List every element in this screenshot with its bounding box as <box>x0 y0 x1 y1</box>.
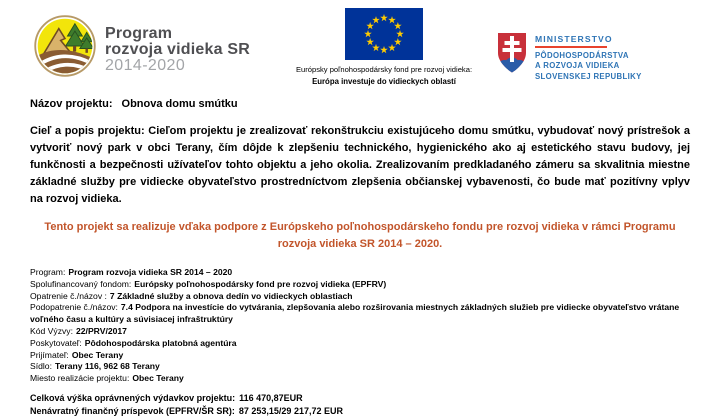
detail-label: Podopatrenie č./názov: <box>30 302 118 313</box>
eu-invest-caption: Európa investuje do vidieckych oblastí <box>312 77 456 86</box>
ministry-red-underline <box>535 46 607 48</box>
project-name-value: Obnova domu smútku <box>121 98 238 110</box>
prv-title-line1: Program <box>105 25 173 42</box>
ministry-name-line1: MINISTERSTVO <box>535 34 613 44</box>
ministry-logo <box>497 32 642 82</box>
detail-row-call-code <box>30 326 690 338</box>
ministry-name-line4: SLOVENSKEJ REPUBLIKY <box>535 71 642 81</box>
detail-row-provider <box>30 338 690 350</box>
project-details-list <box>30 267 690 385</box>
detail-value: 22/PRV/2017 <box>76 325 127 336</box>
detail-value: Obec Terany <box>71 349 124 360</box>
detail-value: Terany 116, 962 68 Terany <box>54 361 160 372</box>
detail-label: Kód Výzvy: <box>30 325 73 336</box>
eu-support-note: Tento projekt sa realizuje vďaka podpore z Európskeho poľnohospodárskeho fondu pre rozvoj vidieka v rámci Programu rozvoja vidieka SR 2014 – 2020. <box>44 221 676 250</box>
ministry-text <box>535 34 642 82</box>
detail-row-measure <box>30 291 690 303</box>
detail-label: Poskytovateľ: <box>30 337 82 348</box>
financial-label: Celková výška oprávnených výdavkov projektu: <box>30 392 236 403</box>
project-name-label: Názov projektu: <box>30 98 113 110</box>
ministry-name-line2: PÔDOHOSPODÁRSTVA <box>535 51 629 60</box>
eu-flag-icon <box>345 8 423 60</box>
detail-row-fund <box>30 279 690 291</box>
prv-title-line2: rozvoja vidieka SR <box>105 41 250 58</box>
eu-fund-caption: Európsky poľnohospodársky fond pre rozvoj vidieka: <box>295 65 473 74</box>
detail-label: Program: <box>30 267 66 277</box>
project-description: Cieľ a popis projektu: Cieľom projektu je zrealizovať rekonštrukciu existujúceho domu smútku, vybudovať nový prístrešok a vytvoriť nový park v obci Terany, čím dôjde k zlepšeniu technického, hygienického ako aj estetického stavu budovy, jej funkčnosti a bezpečnosti užívateľov tohto objektu a jeho okolia. Zrealizovaním predkladaného zámeru sa skvalitnia miestne základné služby pre vidiecke obyvateľstvo prostredníctvom zlepšenia občianskej vybavenosti, čo bude mať pozitívny vplyv na rozvoj vidieka. <box>30 125 690 205</box>
detail-row-address <box>30 361 690 373</box>
detail-label: Spolufinancovaný fondom: <box>30 278 132 289</box>
detail-value: 7 Základné služby a obnova dedín vo vidieckych oblastiach <box>109 290 353 301</box>
financial-row-total <box>30 392 690 405</box>
detail-row-location <box>30 373 690 385</box>
detail-value: 7.4 Podpora na investície do vytvárania, zlepšovania alebo rozširovania miestnych základných služieb pre vidiecke obyvateľstvo vrátane voľného času a kultúry a súvisiacej infraštruktúry <box>30 302 680 325</box>
detail-label: Prijímateľ: <box>30 349 69 360</box>
prv-title-years: 2014-2020 <box>105 57 186 74</box>
project-name-line <box>30 98 690 110</box>
detail-label: Miesto realizácie projektu: <box>30 373 130 384</box>
project-financials <box>30 392 690 417</box>
financial-value: 116 470,87EUR <box>239 392 303 403</box>
financial-value: 87 253,15/29 217,72 EUR <box>238 405 343 416</box>
slovak-coat-of-arms-icon <box>497 32 527 74</box>
detail-value: Pôdohospodárska platobná agentúra <box>84 337 237 348</box>
prv-program-logo <box>34 15 250 77</box>
detail-row-submeasure <box>30 302 690 326</box>
detail-row-beneficiary <box>30 350 690 362</box>
financial-label: Nenávratný finančný príspevok (EPFRV/ŠR SR): <box>30 405 235 416</box>
detail-value: Obec Terany <box>132 373 184 384</box>
detail-value: Európsky poľnohospodársky fond pre rozvoj vidieka (EPFRV) <box>134 278 387 289</box>
detail-label: Opatrenie č./názov : <box>30 290 107 301</box>
detail-row-program <box>30 267 690 279</box>
ministry-name-line3: A ROZVOJA VIDIEKA <box>535 61 620 71</box>
detail-label: Sídlo: <box>30 361 52 372</box>
detail-value: Program rozvoja vidieka SR 2014 – 2020 <box>68 267 233 277</box>
prv-logo-icon <box>34 15 96 77</box>
document-body <box>30 98 690 417</box>
eu-funding-block <box>284 8 484 86</box>
financial-row-grant <box>30 405 690 418</box>
prv-logo-title <box>105 26 250 74</box>
